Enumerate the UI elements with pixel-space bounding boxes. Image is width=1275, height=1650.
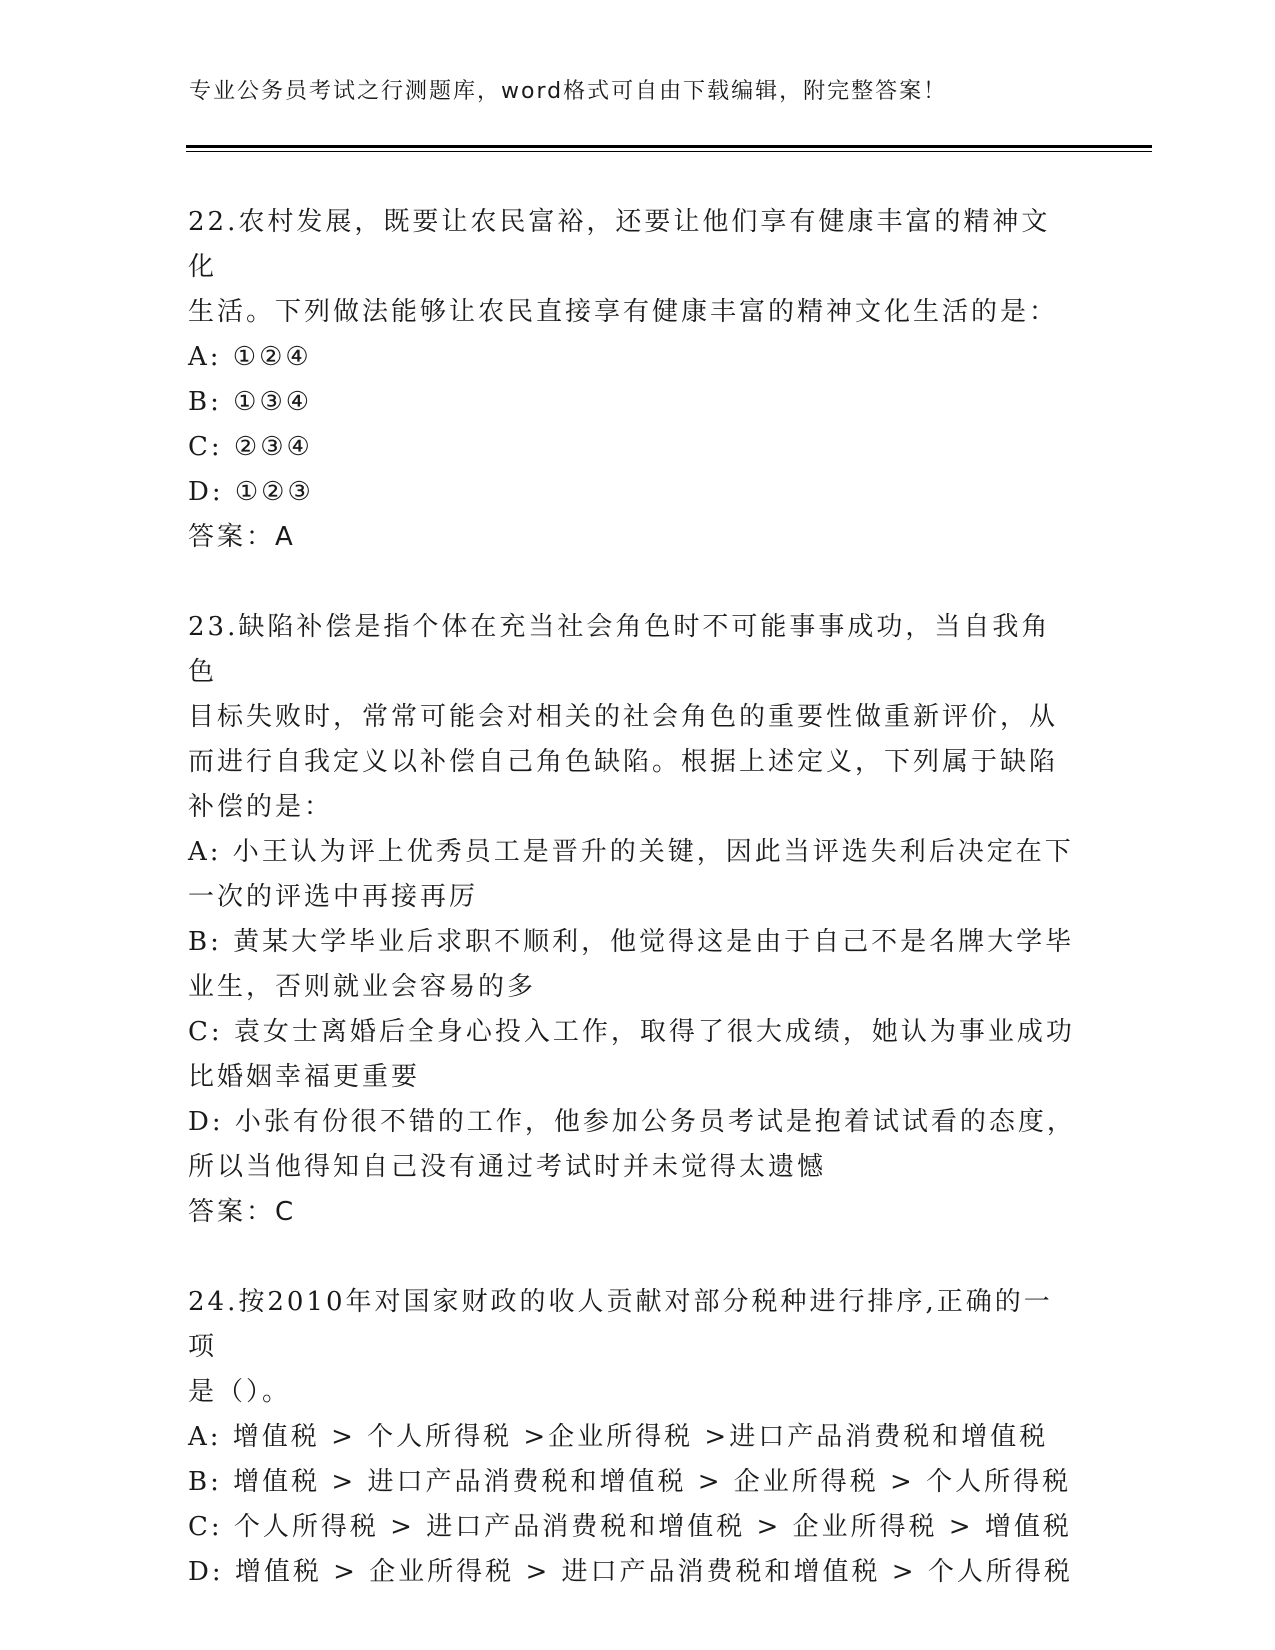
question-stem-line: 23.缺陷补偿是指个体在充当社会角色时不可能事事成功，当自我角色 [188,612,1051,687]
question-list [188,200,1078,1595]
option-a-continued: 一次的评选中再接再厉 [188,882,479,912]
option-d: D: 小张有份很不错的工作，他参加公务员考试是抱着试试看的态度， [188,1107,1076,1137]
option-b-continued: 业生，否则就业会容易的多 [188,972,537,1002]
option-b: B: 黄某大学毕业后求职不顺利，他觉得这是由于自己不是名牌大学毕 [188,927,1075,957]
option-a: A: 增值税 > 个人所得税 >企业所得税 >进口产品消费税和增值税 [188,1422,1049,1452]
option-b: B: 增值税 > 进口产品消费税和增值税 > 企业所得税 > 个人所得税 [188,1467,1072,1497]
question-23 [188,605,1078,1235]
option-c: C: ②③④ [188,432,313,462]
header-rule-thin [186,151,1152,152]
option-a: A: ①②④ [188,342,312,372]
question-24 [188,1280,1078,1595]
answer: 答案：C [188,1197,297,1227]
question-stem-line: 补偿的是： [188,792,334,822]
question-stem-line: 目标失败时，常常可能会对相关的社会角色的重要性做重新评价，从 [188,702,1059,732]
option-c: C: 袁女士离婚后全身心投入工作，取得了很大成绩，她认为事业成功 [188,1017,1075,1047]
question-stem-line: 生活。下列做法能够让农民直接享有健康丰富的精神文化生活的是： [188,297,1059,327]
option-c: C: 个人所得税 > 进口产品消费税和增值税 > 企业所得税 > 增值税 [188,1512,1072,1542]
option-c-continued: 比婚姻幸福更重要 [188,1062,421,1092]
option-d: D: 增值税 > 企业所得税 > 进口产品消费税和增值税 > 个人所得税 [188,1557,1073,1587]
option-d: D: ①②③ [188,477,314,507]
option-d-continued: 所以当他得知自己没有通过考试时并未觉得太遗憾 [188,1152,827,1182]
option-a: A: 小王认为评上优秀员工是晋升的关键，因此当评选失利后决定在下 [188,837,1074,867]
question-stem-line: 而进行自我定义以补偿自己角色缺陷。根据上述定义，下列属于缺陷 [188,747,1059,777]
page-header: 专业公务员考试之行测题库，word格式可自由下载编辑，附完整答案！ [189,79,948,104]
option-b: B: ①③④ [188,387,313,417]
question-stem-line: 24.按2010年对国家财政的收人贡献对部分税种进行排序,正确的一项 [188,1287,1053,1362]
question-stem-line: 22.农村发展，既要让农民富裕，还要让他们享有健康丰富的精神文化 [188,207,1051,282]
question-22 [188,200,1078,560]
header-rule-thick [186,145,1152,148]
answer: 答案：A [188,522,296,552]
question-stem-line: 是（）。 [188,1377,292,1407]
